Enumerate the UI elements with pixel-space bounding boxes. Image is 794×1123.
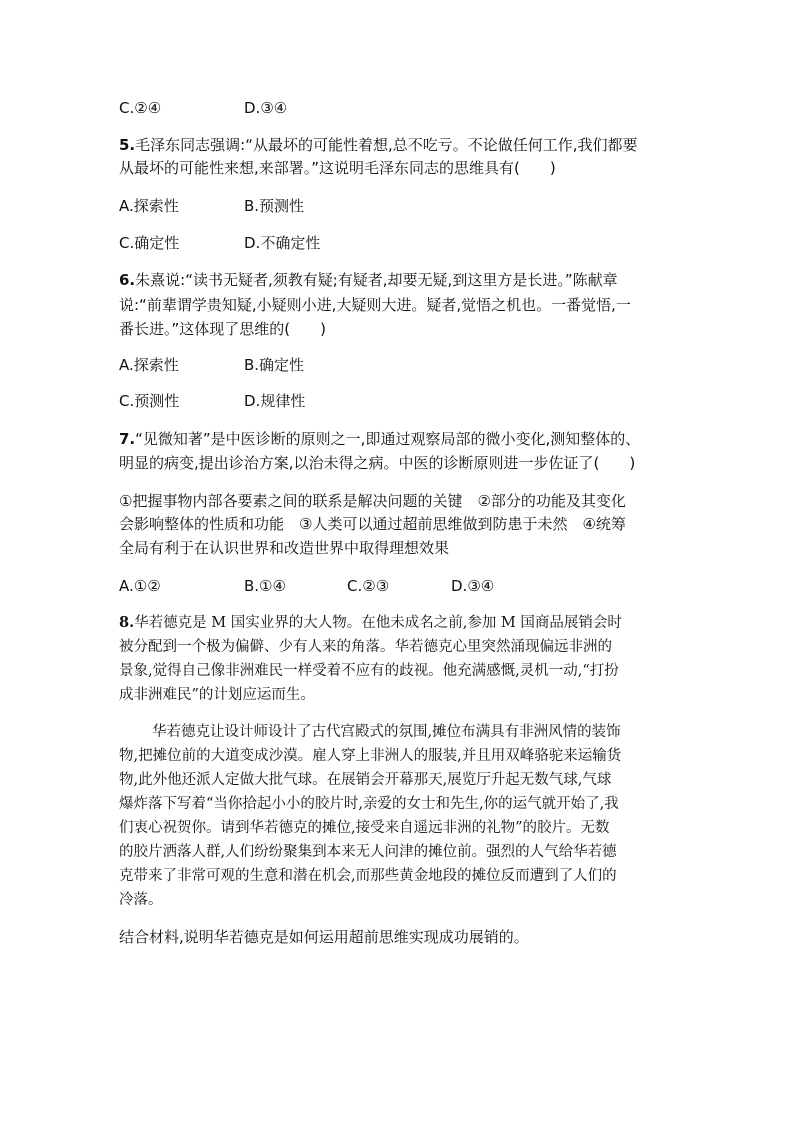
q8-para1-line-2: 被分配到一个极为偏僻、少有人来的角落。华若德克心里突然涌现偏远非洲的 [119, 639, 612, 655]
q7-stem-line-1: 7.“见微知著”是中医诊断的原则之一,即通过观察局部的微小变化,测知整体的、 [119, 430, 641, 448]
q8-question: 结合材料,说明华若德克是如何运用超前思维实现成功展销的。 [119, 928, 529, 946]
q6-option-a: A.探索性 [119, 356, 179, 374]
q5-option-a: A.探索性 [119, 197, 179, 215]
q6-number: 6. [119, 271, 136, 289]
q6-stem-line-2: 说:“前辈谓学贵知疑,小疑则小进,大疑则大进。疑者,觉悟之机也。一番觉悟,一 [119, 296, 631, 314]
q6-option-d: D.规律性 [244, 392, 306, 410]
q7-number: 7. [119, 430, 136, 448]
q5-option-d: D.不确定性 [244, 234, 321, 252]
q5-stem-line-2: 从最坏的可能性来想,来部署。”这说明毛泽东同志的思维具有( ) [119, 159, 556, 177]
q7-stem-line-2: 明显的病变,提出诊治方案,以治未得之病。中医的诊断原则进一步佐证了( ) [119, 454, 636, 472]
q6-stem-line-1: 6.朱熹说:“读书无疑者,须教有疑;有疑者,却要无疑,到这里方是长进。”陈献章 [119, 271, 618, 289]
q8-para2-line-8: 冷落。 [119, 892, 163, 908]
q5-stem-line-1: 5.毛泽东同志强调:“从最坏的可能性着想,总不吃亏。不论做任何工作,我们都要 [119, 136, 638, 154]
q8-para2-line-4: 爆炸落下写着“当你拾起小小的胶片时,亲爱的女士和先生,你的运气就开始了,我 [119, 796, 619, 812]
q8-para1-line-4: 成非洲难民”的计划应运而生。 [119, 687, 315, 703]
q8-para2-line-5: 们衷心祝贺你。请到华若德克的摊位,接受来自遥远非洲的礼物”的胶片。无数 [119, 820, 610, 836]
q5-number: 5. [119, 136, 136, 154]
q7-option-d: D.③④ [451, 577, 495, 595]
q7-statement-line-1: ①把握事物内部各要素之间的联系是解决问题的关键 ②部分的功能及其变化 [119, 492, 626, 510]
q7-statement-line-3: 全局有利于在认识世界和改造世界中取得理想效果 [119, 539, 450, 557]
q6-option-b: B.确定性 [244, 356, 305, 374]
q7-option-a: A.①② [119, 577, 161, 595]
q8-para1-line-1: 8.华若德克是 M 国实业界的大人物。在他未成名之前,参加 M 国商品展销会时 [119, 614, 622, 631]
q5-option-b: B.预测性 [244, 197, 305, 215]
q8-number: 8. [119, 614, 135, 631]
q7-option-c: C.②③ [347, 577, 390, 595]
q8-para2-line-7: 克带来了非常可观的生意和潜在机会,而那些黄金地段的摊位反而遭到了人们的 [119, 868, 617, 884]
q8-para2-line-6: 的胶片洒落人群,人们纷纷聚集到本来无人问津的摊位前。强烈的人气给华若德 [119, 844, 617, 860]
q4-option-d: D.③④ [244, 99, 288, 117]
q8-para2-line-2: 物,把摊位前的大道变成沙漠。雇人穿上非洲人的服装,并且用双峰骆驼来运输货 [119, 748, 622, 764]
q5-option-c: C.确定性 [119, 234, 180, 252]
q6-option-c: C.预测性 [119, 392, 180, 410]
q7-statement-line-2: 会影响整体的性质和功能 ③人类可以通过超前思维做到防患于未然 ④统筹 [119, 515, 626, 533]
q8-para2-line-1: 华若德克让设计师设计了古代宫殿式的氛围,摊位布满具有非洲风情的装饰 [152, 724, 621, 740]
q8-para1-line-3: 景象,觉得自己像非洲难民一样受着不应有的歧视。他充满感慨,灵机一动,“打扮 [119, 663, 619, 679]
q4-option-c: C.②④ [119, 99, 162, 117]
q6-stem-line-3: 番长进。”这体现了思维的( ) [119, 320, 326, 338]
q7-option-b: B.①④ [244, 577, 286, 595]
q8-para2-line-3: 物,此外他还派人定做大批气球。在展销会开幕那天,展览厅升起无数气球,气球 [119, 772, 612, 788]
